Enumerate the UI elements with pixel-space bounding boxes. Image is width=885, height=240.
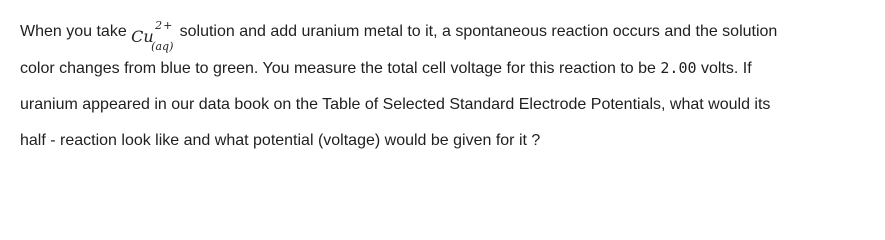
question-line-1 (20, 14, 865, 53)
ion-charge: 2+ (155, 19, 174, 32)
ion-state: (aq) (151, 40, 174, 53)
ion-symbol: Cu (131, 27, 154, 46)
copper-ion-formula (131, 19, 175, 53)
question-line-2 (20, 50, 865, 87)
question-line-4: half - reaction look like and what potential (voltage) would be given for it ? (20, 132, 541, 149)
cell-voltage-value: 2.00 (660, 59, 697, 77)
question-line-1-start: When you take (20, 23, 132, 40)
question-line-2-start: color changes from blue to green. You measure the total cell voltage for this reaction to be (20, 60, 661, 77)
question-line-3: uranium appeared in our data book on the Table of Selected Standard Electrode Potentials, what would its (20, 96, 771, 113)
question-line-1-end: solution and add uranium metal to it, a spontaneous reaction occurs and the solution (175, 23, 778, 40)
question-text (20, 14, 865, 159)
question-line-2-end: volts. If (696, 60, 752, 77)
